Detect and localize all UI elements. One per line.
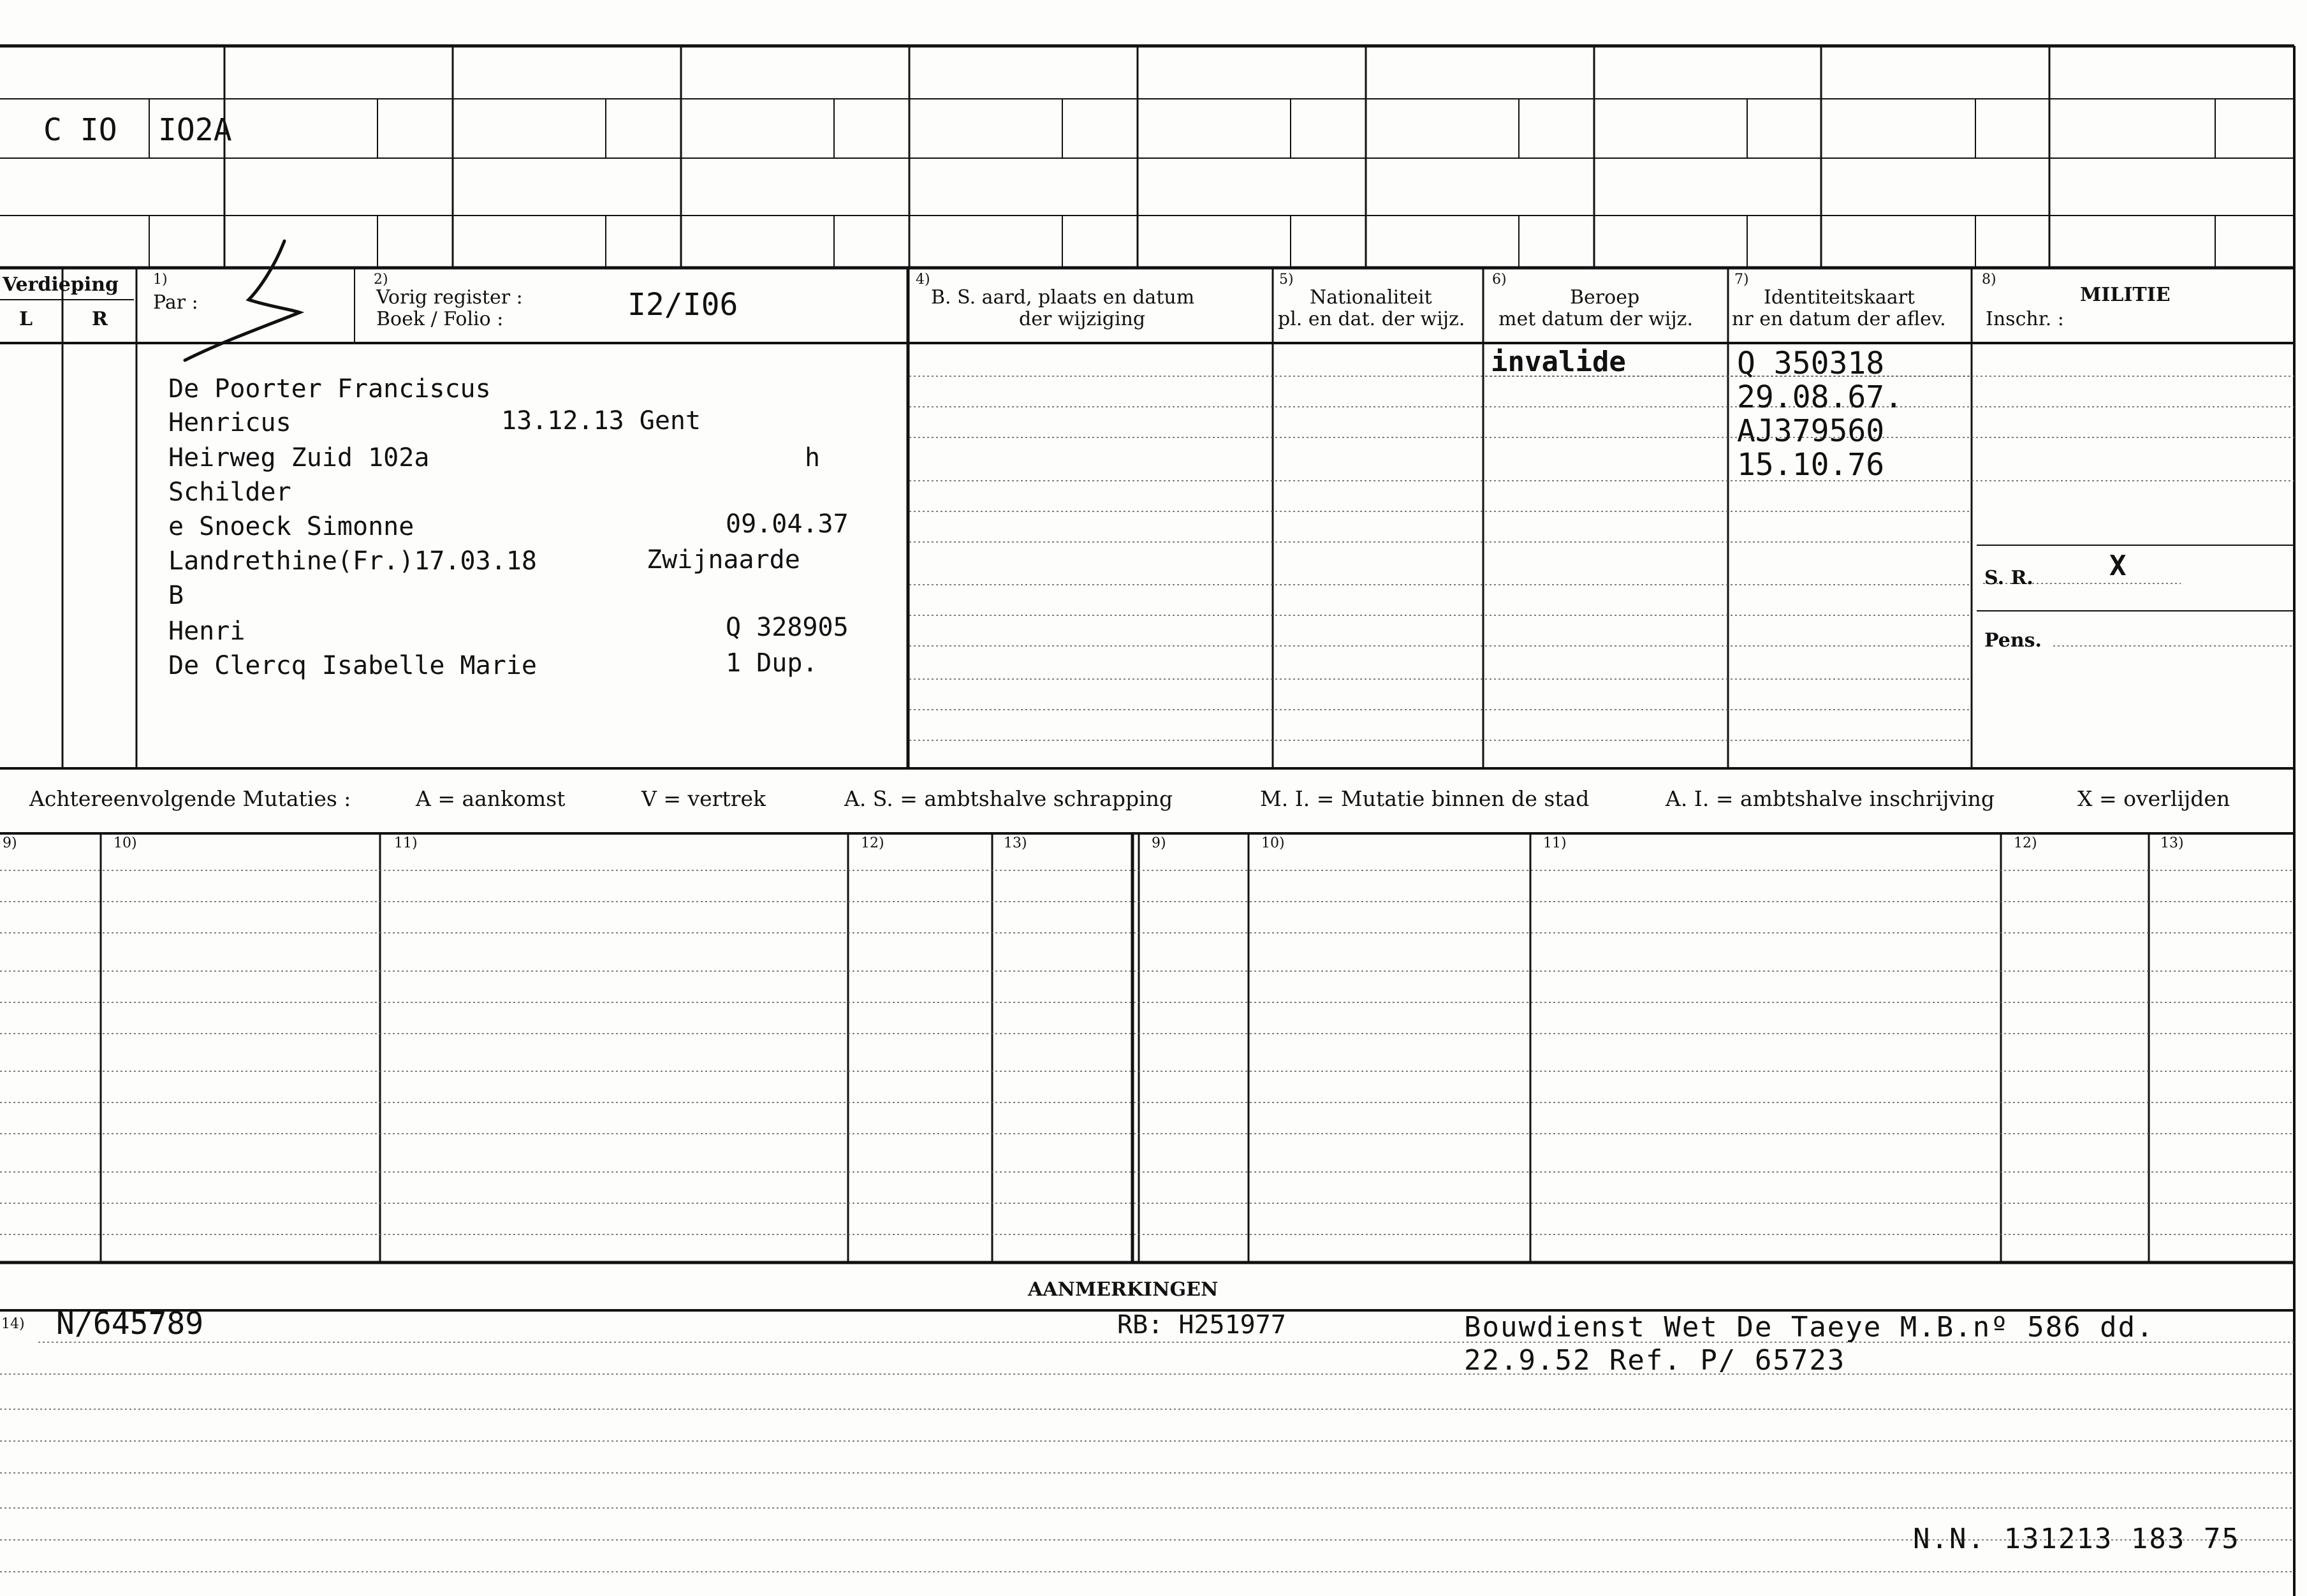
sr-value: X [2109, 550, 2127, 582]
record-line-1: De Poorter Franciscus [168, 374, 491, 404]
legend-inschrijving: A. I. = ambtshalve inschrijving [1666, 786, 1995, 811]
legend-vertrek: V = vertrek [641, 786, 766, 811]
aanmerkingen-title: AANMERKINGEN [1028, 1278, 1219, 1301]
mut-col-11a: 11) [394, 835, 418, 851]
record-place: Zwijnaarde [647, 545, 800, 575]
id-card-line-4: 15.10.76 [1737, 447, 1885, 483]
verdieping-r: R [92, 308, 108, 330]
record-line-2: Henricus [168, 408, 291, 437]
record-line-8: Henri [168, 617, 245, 646]
nationaliteit-header: Nationaliteit [1310, 286, 1432, 309]
id-card-line-3: AJ379560 [1737, 413, 1885, 449]
vorig-register-label: Vorig register : [376, 286, 523, 309]
col-number-1: 1) [153, 272, 168, 288]
col-number-2: 2) [374, 272, 388, 288]
id-card-line-2: 29.08.67. [1737, 379, 1903, 415]
remarks-col-number: 14) [1, 1316, 25, 1332]
vorig-register-value: I2/I06 [627, 287, 738, 323]
col-number-6: 6) [1492, 272, 1507, 288]
mut-col-10b: 10) [1261, 835, 1285, 851]
mut-col-13a: 13) [1004, 835, 1027, 851]
mut-col-10a: 10) [114, 835, 137, 851]
bs-header-line2: der wijziging [1019, 308, 1146, 330]
remarks-bouwdienst-line-1: Bouwdienst Wet De Taeye M.B.nº 586 dd. [1464, 1311, 2155, 1343]
boek-folio-label: Boek / Folio : [376, 308, 504, 330]
col-number-8: 8) [1982, 272, 1996, 288]
record-line-4: Schilder [168, 478, 291, 507]
identiteitskaart-sub: nr en datum der aflev. [1732, 308, 1946, 330]
bs-header-line1: B. S. aard, plaats en datum [931, 286, 1195, 309]
identiteitskaart-header: Identiteitskaart [1764, 286, 1915, 309]
legend-aankomst: A = aankomst [416, 786, 566, 811]
beroep-sub: met datum der wijz. [1498, 308, 1693, 330]
id-card-line-1: Q 350318 [1737, 346, 1885, 381]
mut-col-11b: 11) [1543, 835, 1567, 851]
mut-col-12a: 12) [861, 835, 884, 851]
remarks-n-number: N/645789 [56, 1306, 204, 1342]
record-line-9: De Clercq Isabelle Marie [168, 651, 537, 680]
col-number-4: 4) [916, 272, 930, 288]
pens-label: Pens. [1984, 629, 2042, 652]
mut-col-9a: 9) [3, 835, 17, 851]
legend-mutatie: M. I. = Mutatie binnen de stad [1260, 786, 1590, 811]
sr-label: S. R. [1984, 567, 2033, 589]
remarks-bouwdienst-line-2: 22.9.52 Ref. P/ 65723 [1464, 1344, 1846, 1377]
record-dup: 1 Dup. [726, 648, 818, 678]
mut-col-12b: 12) [2014, 835, 2037, 851]
header-code-2: IO2A [158, 112, 232, 148]
legend-overlijden: X = overlijden [2077, 786, 2230, 811]
nationaliteit-sub: pl. en dat. der wijz. [1278, 308, 1465, 330]
record-h: h [805, 443, 821, 472]
verdieping-l: L [19, 308, 33, 330]
record-birth-date: 13.12.13 Gent [501, 406, 701, 436]
verdieping-label: Verdieping [3, 274, 119, 296]
nn-number: N.N. 131213 183 75 [1913, 1523, 2240, 1555]
header-code-1: C IO [43, 112, 117, 148]
record-q-number: Q 328905 [726, 613, 849, 642]
col-number-7: 7) [1734, 272, 1749, 288]
record-line-7: B [168, 581, 184, 610]
inschr-label: Inschr. : [1986, 308, 2064, 330]
mutaties-legend-title: Achtereenvolgende Mutaties : [29, 786, 351, 811]
par-label: Par : [153, 291, 198, 314]
record-line-5: e Snoeck Simonne [168, 512, 414, 541]
beroep-header: Beroep [1570, 286, 1640, 309]
remarks-rb-number: RB: H251977 [1117, 1310, 1286, 1340]
beroep-value: invalide [1491, 346, 1626, 378]
record-line-3: Heirweg Zuid 102a [168, 443, 430, 472]
militie-header: MILITIE [2080, 284, 2171, 306]
mut-col-9b: 9) [1152, 835, 1166, 851]
legend-schrapping: A. S. = ambtshalve schrapping [844, 786, 1173, 811]
mut-col-13b: 13) [2160, 835, 2184, 851]
record-line-6: Landrethine(Fr.)17.03.18 [168, 546, 537, 576]
record-spouse-date: 09.04.37 [726, 509, 849, 539]
col-number-5: 5) [1279, 272, 1294, 288]
